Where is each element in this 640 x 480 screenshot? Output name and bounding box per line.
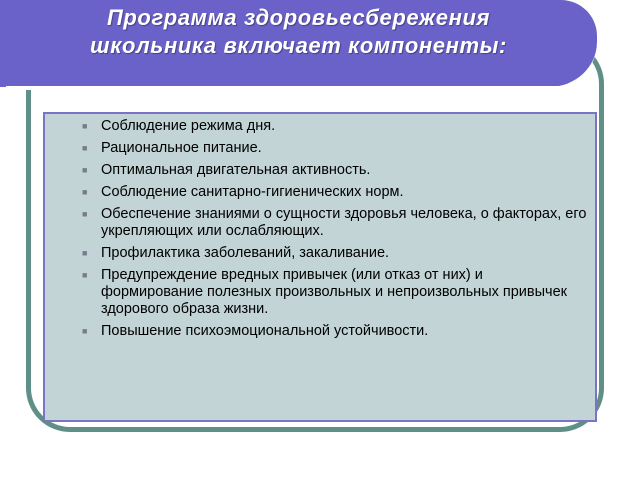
list-item [45, 267, 587, 318]
square-bullet-icon: ■ [82, 209, 88, 219]
list-item-text: Соблюдение санитарно-гигиенических норм. [101, 184, 404, 200]
square-bullet-icon: ■ [82, 121, 88, 131]
square-bullet-icon: ■ [82, 165, 88, 175]
list-item-text: Повышение психоэмоциональной устойчивости. [101, 323, 429, 339]
list-item [45, 162, 587, 179]
slide-title [0, 4, 597, 60]
list-item-text: Предупреждение вредных привычек (или отказ от них) и формирование полезных произвольных и непроизвольных привычек здорового образа жизни. [101, 267, 567, 317]
bullet-list [45, 114, 595, 340]
title-line-2: школьника включает компоненты: [90, 33, 507, 58]
square-bullet-icon: ■ [82, 270, 88, 280]
title-bar [0, 0, 597, 90]
list-item-text: Соблюдение режима дня. [101, 118, 276, 134]
list-item-text: Рациональное питание. [101, 140, 262, 156]
square-bullet-icon: ■ [82, 143, 88, 153]
square-bullet-icon: ■ [82, 326, 88, 336]
content-panel [43, 112, 597, 422]
list-item [45, 140, 587, 157]
list-item [45, 245, 587, 262]
square-bullet-icon: ■ [82, 248, 88, 258]
title-line-1: Программа здоровьесбережения [106, 5, 491, 30]
square-bullet-icon: ■ [82, 187, 88, 197]
list-item [45, 118, 587, 135]
list-item [45, 184, 587, 201]
list-item-text: Оптимальная двигательная активность. [101, 162, 371, 178]
list-item [45, 206, 587, 240]
title-underline [6, 86, 568, 88]
list-item-text: Профилактика заболеваний, закаливание. [101, 245, 390, 261]
list-item [45, 323, 587, 340]
list-item-text: Обеспечение знаниями о сущности здоровья человека, о факторах, его укрепляющих или ослабляющих. [101, 206, 587, 239]
